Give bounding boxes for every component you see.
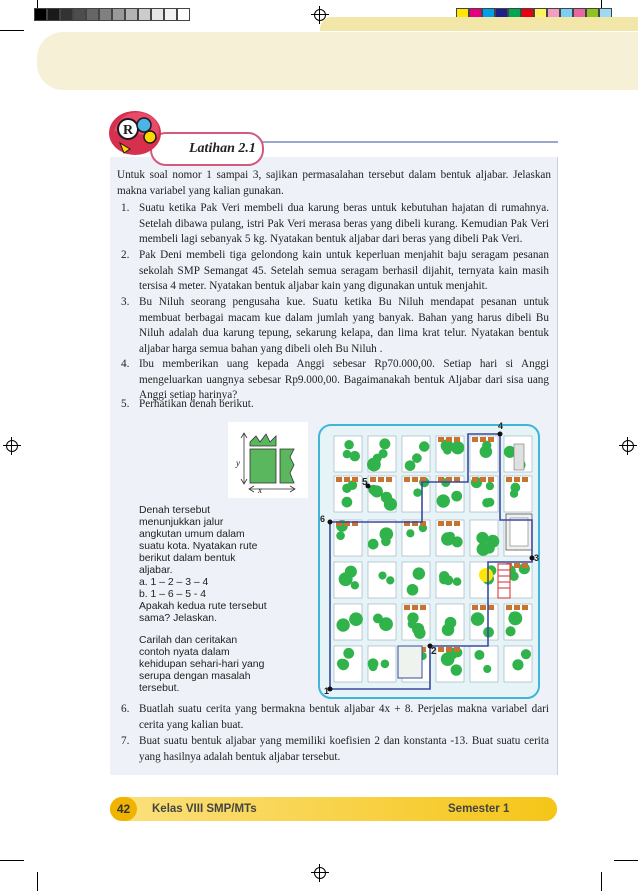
map-node-label-2: 2 bbox=[431, 646, 437, 657]
map-node-label-5: 5 bbox=[362, 477, 368, 488]
tree-icon bbox=[452, 536, 463, 547]
gray-swatch-strip bbox=[34, 8, 190, 21]
footer-semester: Semester 1 bbox=[448, 803, 510, 815]
tree-icon bbox=[451, 491, 462, 502]
map-desc-line: suatu kota. Nyatakan rute bbox=[139, 541, 258, 552]
house-icon bbox=[506, 477, 512, 482]
tree-icon bbox=[419, 441, 430, 452]
exercise-title: Latihan 2.1 bbox=[150, 132, 264, 166]
tree-icon bbox=[386, 576, 394, 584]
tree-icon bbox=[413, 567, 425, 579]
house-icon bbox=[446, 647, 452, 652]
item-3-number: 3. bbox=[121, 296, 130, 308]
registration-mark-bottom bbox=[314, 867, 326, 879]
house-icon bbox=[378, 477, 384, 482]
tree-icon bbox=[506, 626, 516, 636]
item-7-text: Buat suatu bentuk aljabar yang memiliki koefisien 2 dan konstanta -13. Buat suatu cerita yang hasilnya adalah bentuk aljabar tersebut. bbox=[139, 735, 549, 763]
item-7-number: 7. bbox=[121, 735, 130, 747]
house-icon bbox=[522, 605, 528, 610]
house-icon bbox=[454, 521, 460, 526]
tree-icon bbox=[451, 664, 462, 675]
house-icon bbox=[488, 437, 494, 442]
tree-icon bbox=[412, 453, 422, 463]
tree-icon bbox=[414, 627, 426, 639]
tree-icon bbox=[441, 652, 455, 666]
map-node-label-1: 1 bbox=[324, 686, 330, 696]
house-icon bbox=[454, 437, 460, 442]
house-icon bbox=[488, 477, 494, 482]
house-icon bbox=[438, 437, 444, 442]
house-icon bbox=[438, 647, 444, 652]
tree-icon bbox=[368, 539, 379, 550]
crop-mark-bl-h bbox=[0, 860, 24, 861]
map-desc-line: aljabar. bbox=[139, 565, 173, 576]
map-question: sama? Jelaskan. bbox=[139, 613, 217, 624]
map-desc-line: menunjukkan jalur bbox=[139, 517, 224, 528]
map-task: contoh nyata dalam bbox=[139, 647, 230, 658]
house-icon bbox=[514, 605, 520, 610]
tree-icon bbox=[509, 572, 518, 581]
crop-mark-br-v bbox=[601, 872, 602, 891]
map-question: Apakah kedua rute tersebut bbox=[139, 601, 267, 612]
house-icon bbox=[412, 605, 418, 610]
map-task: kehidupan sehari-hari yang bbox=[139, 659, 265, 670]
tree-icon bbox=[369, 663, 378, 672]
house-icon bbox=[446, 437, 452, 442]
house-icon bbox=[446, 521, 452, 526]
item-3-text: Bu Niluh seorang pengusaha kue. Suatu ketika Bu Niluh mendapat pesanan untuk membuat berbagai macam kue dalam jumlah yang banyak. Bahan yang harus dibeli Bu Niluh adalah dua karung tepung, sekarung kelapa, dan lima krat telur. Nyatakan bentuk aljabar harga semua bahan yang dibeli oleh Bu Niluh . bbox=[139, 296, 549, 355]
tree-icon bbox=[379, 449, 388, 458]
house-icon bbox=[472, 477, 478, 482]
tree-icon bbox=[407, 584, 419, 596]
map-desc-line: angkutan umum dalam bbox=[139, 529, 245, 540]
house-icon bbox=[370, 477, 376, 482]
city-block bbox=[470, 646, 498, 682]
label-y: y bbox=[236, 458, 240, 468]
tree-icon bbox=[512, 659, 523, 670]
map-task: Carilah dan ceritakan bbox=[139, 635, 238, 646]
tree-icon bbox=[336, 618, 349, 631]
svg-text:R: R bbox=[122, 123, 134, 138]
tree-icon bbox=[371, 485, 383, 497]
tree-icon bbox=[443, 575, 453, 585]
footer-book-title: Kelas VIII SMP/MTs bbox=[152, 803, 257, 815]
exercise-logo-icon bbox=[104, 103, 166, 159]
house-icon bbox=[480, 477, 486, 482]
house-icon bbox=[438, 521, 444, 526]
tree-icon bbox=[486, 535, 499, 548]
header-band bbox=[37, 32, 638, 90]
item-4-number: 4. bbox=[121, 358, 130, 370]
city-map bbox=[318, 424, 540, 699]
tree-icon bbox=[471, 612, 485, 626]
tree-icon bbox=[445, 617, 457, 629]
block-diagram bbox=[228, 422, 308, 498]
tree-icon bbox=[486, 482, 494, 490]
map-desc-line: Denah tersebut bbox=[139, 505, 211, 516]
tree-icon bbox=[437, 494, 450, 507]
instruction-text: Untuk soal nomor 1 sampai 3, sajikan permasalahan tersebut dalam bentuk aljabar. Jelaskan makna variabel yang kalian gunakan. bbox=[117, 169, 551, 197]
tree-icon bbox=[413, 488, 422, 497]
tree-icon bbox=[343, 648, 354, 659]
item-5-text: Perhatikan denah berikut. bbox=[139, 398, 254, 410]
header-band-top bbox=[320, 17, 638, 31]
house-icon bbox=[514, 477, 520, 482]
crop-mark-bl-v bbox=[37, 872, 38, 891]
item-6-number: 6. bbox=[121, 703, 130, 715]
tree-icon bbox=[406, 529, 414, 537]
tree-icon bbox=[351, 581, 359, 589]
house-icon bbox=[522, 477, 528, 482]
tree-icon bbox=[350, 451, 360, 461]
label-x: x bbox=[258, 485, 262, 495]
map-node-label-6: 6 bbox=[320, 514, 326, 524]
tree-icon bbox=[511, 483, 521, 493]
tree-icon bbox=[338, 659, 349, 670]
map-node-label-4: 4 bbox=[498, 421, 504, 431]
house-icon bbox=[506, 605, 512, 610]
tree-icon bbox=[405, 460, 416, 471]
house-icon bbox=[420, 605, 426, 610]
registration-mark-right bbox=[622, 440, 634, 452]
tree-icon bbox=[349, 616, 358, 625]
map-description bbox=[139, 505, 319, 695]
tree-icon bbox=[486, 498, 495, 507]
crop-mark-br-h bbox=[614, 860, 638, 861]
tree-icon bbox=[381, 537, 391, 547]
tree-icon bbox=[345, 566, 357, 578]
tree-icon bbox=[508, 611, 522, 625]
tree-icon bbox=[453, 577, 462, 586]
crop-mark-tl-h bbox=[0, 30, 24, 31]
tree-icon bbox=[344, 440, 353, 449]
page-number: 42 bbox=[110, 797, 137, 821]
map-desc-line: berikut dalam bentuk bbox=[139, 553, 236, 564]
house-icon bbox=[404, 605, 410, 610]
tree-icon bbox=[367, 458, 381, 472]
map-node-label-3: 3 bbox=[534, 553, 540, 563]
house-icon bbox=[412, 477, 418, 482]
tree-icon bbox=[378, 571, 386, 579]
tree-icon bbox=[521, 649, 531, 659]
house-icon bbox=[522, 563, 528, 568]
house-icon bbox=[336, 477, 342, 482]
house-icon bbox=[480, 437, 486, 442]
tree-icon bbox=[483, 665, 491, 673]
item-5-number: 5. bbox=[121, 398, 130, 410]
item-1-text: Suatu ketika Pak Veri membeli dua karung beras untuk kebutuhan hajatan di rumahnya. Setelah dibawa pulang, istri Pak Veri merasa beras yang dibeli kurang. Kemudian Pak Veri membeli lagi sebanyak 5 kg. Nyatakan bentuk aljabar dari beras yang dibeli Pak Veri. bbox=[139, 202, 549, 246]
house-icon bbox=[514, 563, 520, 568]
tree-icon bbox=[474, 650, 484, 660]
house-icon bbox=[480, 605, 486, 610]
tree-icon bbox=[381, 660, 390, 669]
house-icon bbox=[454, 647, 460, 652]
house-icon bbox=[404, 477, 410, 482]
tree-icon bbox=[336, 531, 345, 540]
item-1-number: 1. bbox=[121, 202, 130, 214]
item-2-number: 2. bbox=[121, 249, 130, 261]
item-2-text: Pak Deni membeli tiga gelondong kain untuk keperluan menjahit baju seragam pesanan sekolah SMP Semangat 45. Setelah semua seragam berhasil dijahit, ternyata kain masih tersisa 4 meter. Nyatakan bentuk aljabar kain yang digunakan untuk menjahit. bbox=[139, 249, 549, 293]
tree-icon bbox=[373, 614, 383, 624]
house-icon bbox=[352, 477, 358, 482]
tree-icon bbox=[443, 446, 451, 454]
house-icon bbox=[386, 477, 392, 482]
tree-icon bbox=[342, 497, 353, 508]
item-6-text: Buatlah suatu cerita yang bermakna bentuk aljabar 4x + 8. Perjelas makna variabel dari cerita yang kalian buat. bbox=[139, 703, 549, 731]
map-task: tersebut. bbox=[139, 683, 180, 694]
tree-icon bbox=[407, 612, 418, 623]
registration-mark-left bbox=[6, 440, 18, 452]
route-b: b. 1 – 6 – 5 - 4 bbox=[139, 589, 207, 600]
tree-icon bbox=[379, 438, 390, 449]
house-icon bbox=[344, 477, 350, 482]
house-icon bbox=[472, 605, 478, 610]
tree-icon bbox=[451, 441, 464, 454]
house-icon bbox=[472, 437, 478, 442]
route-a: a. 1 – 2 – 3 – 4 bbox=[139, 577, 209, 588]
item-4-text: Ibu memberikan uang kepada Anggi sebesar Rp70.000,00. Setiap hari si Anggi mengeluarkan uangnya sebesar Rp9.000,00. Bagaimanakah bentuk Aljabar dari sisa uang Anggi setiap harinya? bbox=[139, 358, 549, 402]
map-task: serupa dengan masalah bbox=[139, 671, 251, 682]
house-icon bbox=[488, 605, 494, 610]
